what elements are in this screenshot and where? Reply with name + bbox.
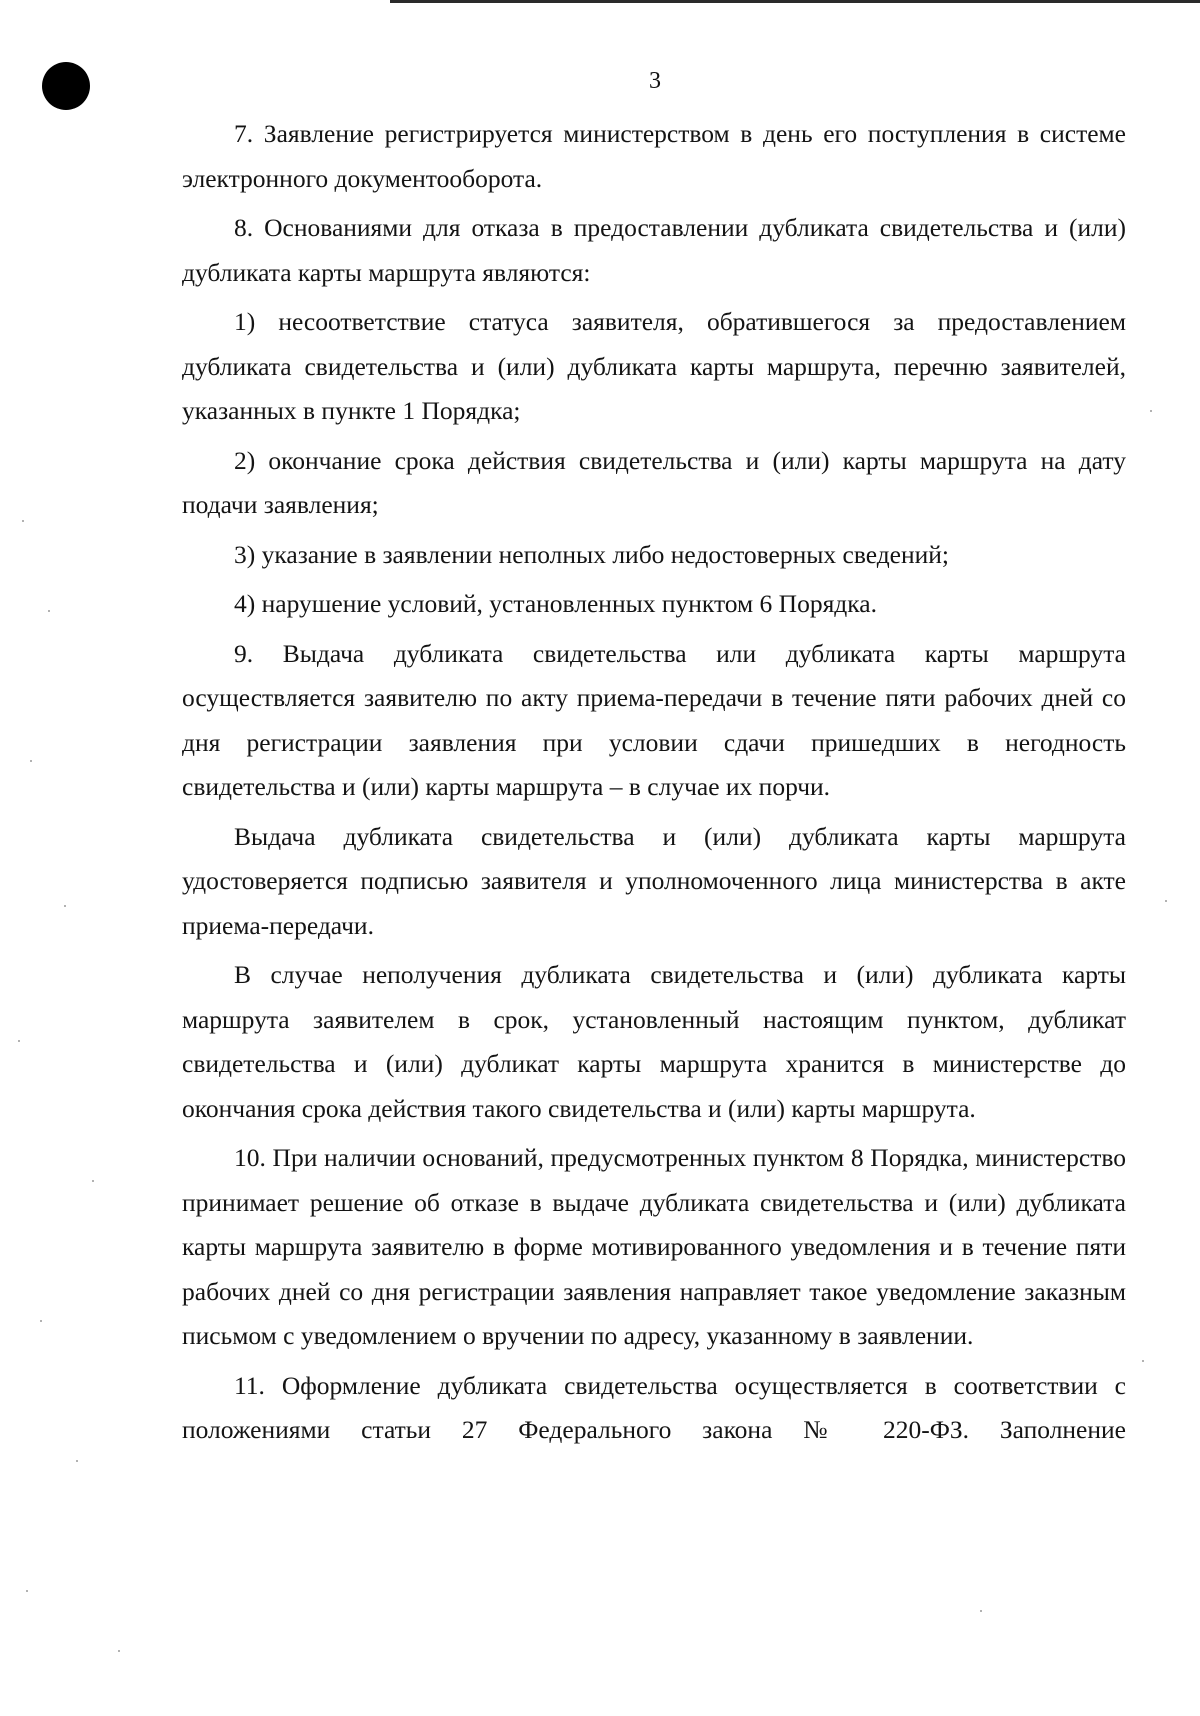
scan-speck (980, 1610, 982, 1612)
scan-speck (18, 1040, 20, 1042)
scan-speck (22, 520, 24, 522)
scan-speck (1142, 1360, 1144, 1362)
scan-speck (118, 1650, 120, 1652)
paragraph-9-issuance: Выдача дубликата свидетельства и (или) дубликата карты маршрута удостоверяется подписью заявителя и уполномоченного лица министерства в акте приема-передачи. (182, 821, 1126, 940)
paragraph-9: 9. Выдача дубликата свидетельства или дубликата карты маршрута осуществляется заявителю по акту приема-передачи в течение пяти рабочих дней со дня регистрации заявления при условии сдачи пришедших в негодность свидетельства и (или) карты маршрута – в случае их порчи. (182, 638, 1126, 801)
paragraph-7: 7. Заявление регистрируется министерством в день его поступления в системе электронного документооборота. (182, 119, 1126, 193)
scan-speck (26, 1590, 28, 1592)
scan-speck (30, 760, 32, 762)
paragraph-8-item-2: 2) окончание срока действия свидетельства и (или) карты маршрута на дату подачи заявления; (182, 445, 1126, 519)
paragraph-8-item-3: 3) указание в заявлении неполных либо недостоверных сведений; (234, 539, 950, 569)
scan-speck (64, 905, 66, 907)
document-body (182, 112, 1126, 1458)
scan-speck (40, 1320, 42, 1322)
paragraph-9-storage: В случае неполучения дубликата свидетельства и (или) дубликата карты маршрута заявителем в срок, установленный настоящим пунктом, дубликат свидетельства и (или) дубликат карты маршрута хранится в министерстве до окончания срока действия такого свидетельства и (или) карты маршрута. (182, 960, 1126, 1123)
scan-speck (1150, 410, 1152, 412)
paragraph-10: 10. При наличии оснований, предусмотренных пунктом 8 Порядка, министерство принимает решение об отказе в выдаче дубликата свидетельства и (или) дубликата карты маршрута заявителю в форме мотивированного уведомления и в течение пяти рабочих дней со дня регистрации заявления направляет такое уведомление заказным письмом с уведомлением о вручении по адресу, указанному в заявлении. (182, 1143, 1126, 1350)
scan-speck (92, 1180, 94, 1182)
scan-speck (48, 610, 50, 612)
scan-speck (1165, 900, 1167, 902)
paragraph-8-item-4: 4) нарушение условий, установленных пунктом 6 Порядка. (234, 589, 877, 618)
page-number: 3 (649, 68, 661, 94)
top-edge-line (390, 0, 1200, 3)
paragraph-11: 11. Оформление дубликата свидетельства осуществляется в соответствии с положениями статьи 27 Федерального закона № 220-ФЗ. Заполнение (182, 1370, 1126, 1444)
paragraph-8: 8. Основаниями для отказа в предоставлении дубликата свидетельства и (или) дубликата карты маршрута являются: (182, 213, 1126, 287)
scan-speck (76, 1460, 78, 1462)
paragraph-8-item-1: 1) несоответствие статуса заявителя, обратившегося за предоставлением дубликата свидетельства и (или) дубликата карты маршрута, перечню заявителей, указанных в пункте 1 Порядка; (182, 307, 1126, 425)
